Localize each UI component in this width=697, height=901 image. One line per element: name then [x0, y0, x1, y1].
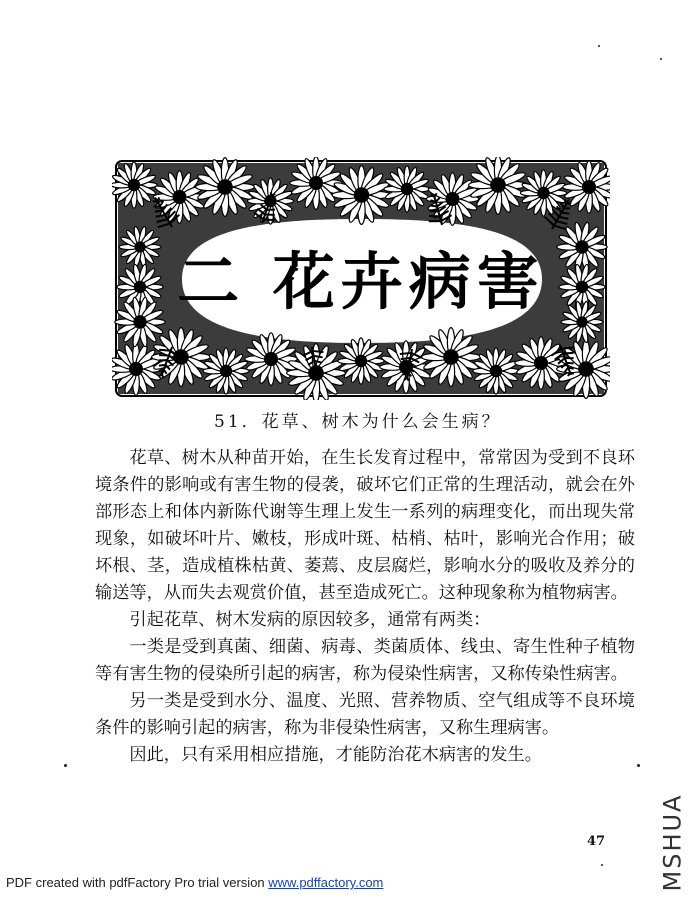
side-watermark-text: MSHUA	[658, 793, 687, 892]
scan-speck	[660, 58, 662, 60]
paragraph: 另一类是受到水分、温度、光照、营养物质、空气组成等不良环境条件的影响引起的病害，称为非侵染性病害，又称生理病害。	[95, 691, 635, 738]
paragraph: 一类是受到真菌、细菌、病毒、类菌质体、线虫、寄生性种子植物等有害生物的侵染所引起的病害，称为侵染性病害，又称传染性病害。	[95, 637, 635, 684]
page-number: 47	[587, 834, 606, 849]
paragraph: 因此，只有采用相应措施，才能防治花木病害的发生。	[129, 745, 542, 765]
scan-speck	[601, 864, 603, 866]
scan-speck	[598, 45, 600, 47]
side-watermark	[650, 790, 694, 890]
chapter-title: 二 花卉病害	[177, 245, 545, 318]
body-text	[95, 445, 635, 769]
paragraph: 花草、树木从种苗开始，在生长发育过程中，常常因为受到不良环境条件的影响或有害生物的侵袭，破坏它们正常的生理活动，就会在外部形态上和体内新陈代谢等生理上发生一系列的病理变化，而出现失常现象，如破坏叶片、嫩枝，形成叶斑、枯梢、枯叶，影响光合作用；破坏根、茎，造成植株枯黄、萎蔫、皮层腐烂，影响水分的吸收及养分的输送等，从而失去观赏价值，甚至造成死亡。这种现象称为植物病害。	[95, 448, 635, 603]
chapter-banner	[112, 157, 610, 400]
paragraph: 引起花草、树木发病的原因较多，通常有两类：	[129, 610, 491, 630]
pdf-footer-text: PDF created with pdfFactory Pro trial version	[6, 875, 269, 890]
scan-speck	[64, 764, 67, 767]
section-heading: 51．花草、树木为什么会生病？	[214, 412, 502, 432]
pdf-footer-link[interactable]: www.pdffactory.com	[268, 875, 384, 890]
pdf-footer	[6, 875, 383, 890]
scan-speck	[637, 764, 640, 767]
